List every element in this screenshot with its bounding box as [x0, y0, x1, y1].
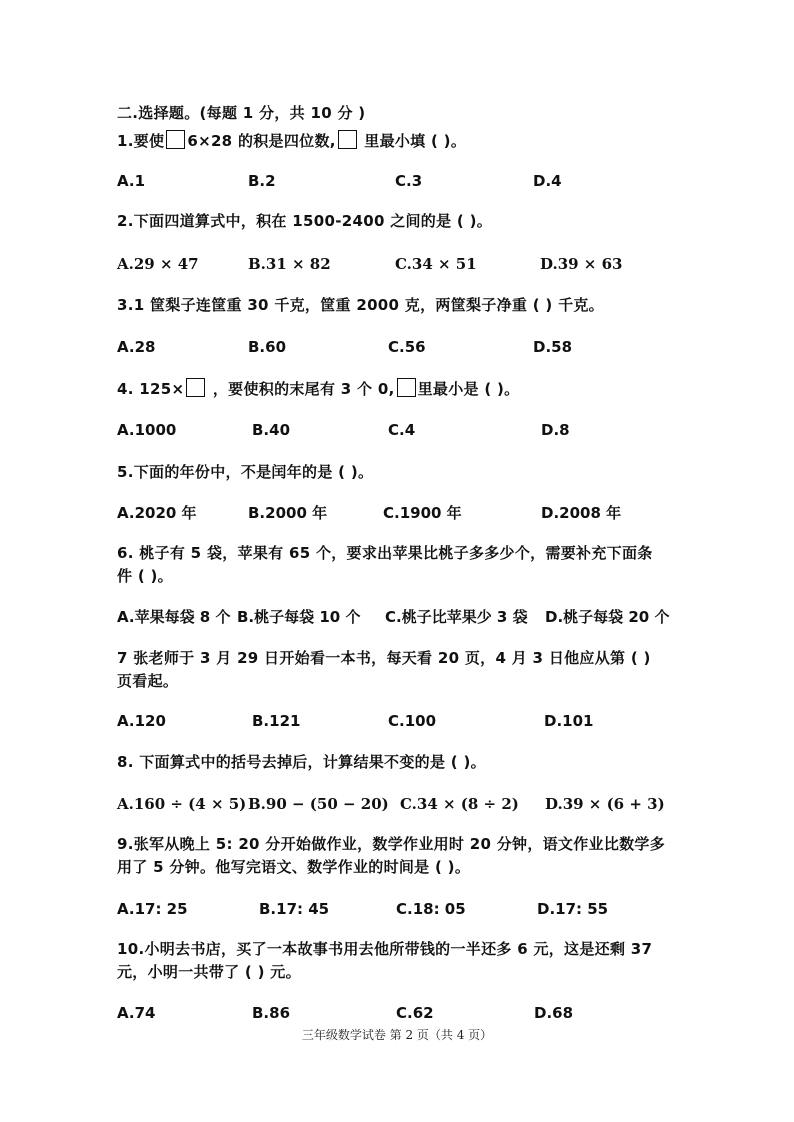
- q8-option-a: A.160 ÷ (4 × 5): [117, 795, 247, 813]
- q5-option-c: C.1900 年: [383, 504, 462, 522]
- question-8: 8. 下面算式中的括号去掉后，计算结果不变的是 ( )。: [117, 753, 486, 771]
- q1-option-d: D.4: [533, 172, 562, 190]
- question-9-line-1: 9.张军从晚上 5: 20 分开始做作业，数学作业用时 20 分钟，语文作业比数学多: [117, 835, 666, 853]
- q7-option-d: D.101: [544, 712, 594, 730]
- question-4-pre: 4. 125×: [117, 380, 185, 398]
- q2-option-d: D.39 × 63: [540, 255, 623, 273]
- q4-option-a: A.1000: [117, 421, 177, 439]
- q6-option-c: C.桃子比苹果少 3 袋: [385, 608, 528, 626]
- question-4-mid: ，要使积的末尾有 3 个 0,: [207, 380, 395, 398]
- question-5: 5.下面的年份中，不是闰年的是 ( )。: [117, 463, 374, 481]
- question-6-line-1: 6. 桃子有 5 袋，苹果有 65 个，要求出苹果比桃子多多少个，需要补充下面条: [117, 544, 653, 562]
- q2-option-b: B.31 × 82: [248, 255, 331, 273]
- question-1-post: 里最小填 ( )。: [358, 132, 467, 150]
- question-6-line-2: 件 ( )。: [117, 567, 173, 585]
- blank-box: [186, 378, 205, 397]
- q3-option-d: D.58: [533, 338, 573, 356]
- blank-box: [397, 378, 416, 397]
- blank-box: [338, 130, 357, 149]
- q9-option-a: A.17: 25: [117, 900, 188, 918]
- question-9-line-2: 用了 5 分钟。他写完语文、数学作业的时间是 ( )。: [117, 858, 471, 876]
- section-title: 二.选择题。(每题 1 分，共 10 分 ): [117, 104, 366, 122]
- q10-option-d: D.68: [534, 1004, 574, 1022]
- q4-option-c: C.4: [388, 421, 416, 439]
- q5-option-a: A.2020 年: [117, 504, 197, 522]
- question-10-line-1: 10.小明去书店，买了一本故事书用去他所带钱的一半还多 6 元，这是还剩 37: [117, 940, 653, 958]
- blank-box: [166, 130, 185, 149]
- q4-option-b: B.40: [252, 421, 291, 439]
- question-1-mid: 6×28 的积是四位数,: [187, 132, 336, 150]
- q9-option-b: B.17: 45: [259, 900, 330, 918]
- q8-option-c: C.34 × (8 ÷ 2): [400, 795, 519, 813]
- q4-option-d: D.8: [541, 421, 570, 439]
- q10-option-b: B.86: [252, 1004, 291, 1022]
- page-footer: 三年级数学试卷 第 2 页（共 4 页）: [301, 1028, 493, 1042]
- q1-option-a: A.1: [117, 172, 146, 190]
- q2-option-a: A.29 × 47: [117, 255, 199, 273]
- q3-option-b: B.60: [248, 338, 287, 356]
- question-4-post: 里最小是 ( )。: [417, 380, 520, 398]
- q2-option-c: C.34 × 51: [395, 255, 477, 273]
- q10-option-c: C.62: [396, 1004, 434, 1022]
- q7-option-b: B.121: [252, 712, 301, 730]
- question-1-pre: 1.要使: [117, 132, 165, 150]
- question-7-line-2: 页看起。: [117, 672, 179, 690]
- q1-option-b: B.2: [248, 172, 276, 190]
- question-10-line-2: 元，小明一共带了 ( ) 元。: [117, 963, 301, 981]
- q5-option-d: D.2008 年: [541, 504, 622, 522]
- q9-option-c: C.18: 05: [396, 900, 466, 918]
- q1-option-c: C.3: [395, 172, 423, 190]
- question-3: 3.1 筐梨子连筐重 30 千克，筐重 2000 克，两筐梨子净重 ( ) 千克。: [117, 296, 604, 314]
- q6-option-d: D.桃子每袋 20 个: [545, 608, 670, 626]
- q6-option-b: B.桃子每袋 10 个: [237, 608, 361, 626]
- q8-option-b: B.90 − (50 − 20): [248, 795, 389, 813]
- q3-option-a: A.28: [117, 338, 156, 356]
- question-1: [117, 130, 466, 151]
- q6-option-a: A.苹果每袋 8 个: [117, 608, 231, 626]
- q9-option-d: D.17: 55: [537, 900, 609, 918]
- q8-option-d: D.39 × (6 + 3): [545, 795, 665, 813]
- q3-option-c: C.56: [388, 338, 426, 356]
- question-4: [117, 378, 519, 399]
- q7-option-c: C.100: [388, 712, 437, 730]
- q5-option-b: B.2000 年: [248, 504, 328, 522]
- q7-option-a: A.120: [117, 712, 166, 730]
- q10-option-a: A.74: [117, 1004, 156, 1022]
- question-2: 2.下面四道算式中，积在 1500-2400 之间的是 ( )。: [117, 212, 493, 230]
- question-7-line-1: 7 张老师于 3 月 29 日开始看一本书，每天看 20 页，4 月 3 日他应从第 ( ): [117, 649, 651, 667]
